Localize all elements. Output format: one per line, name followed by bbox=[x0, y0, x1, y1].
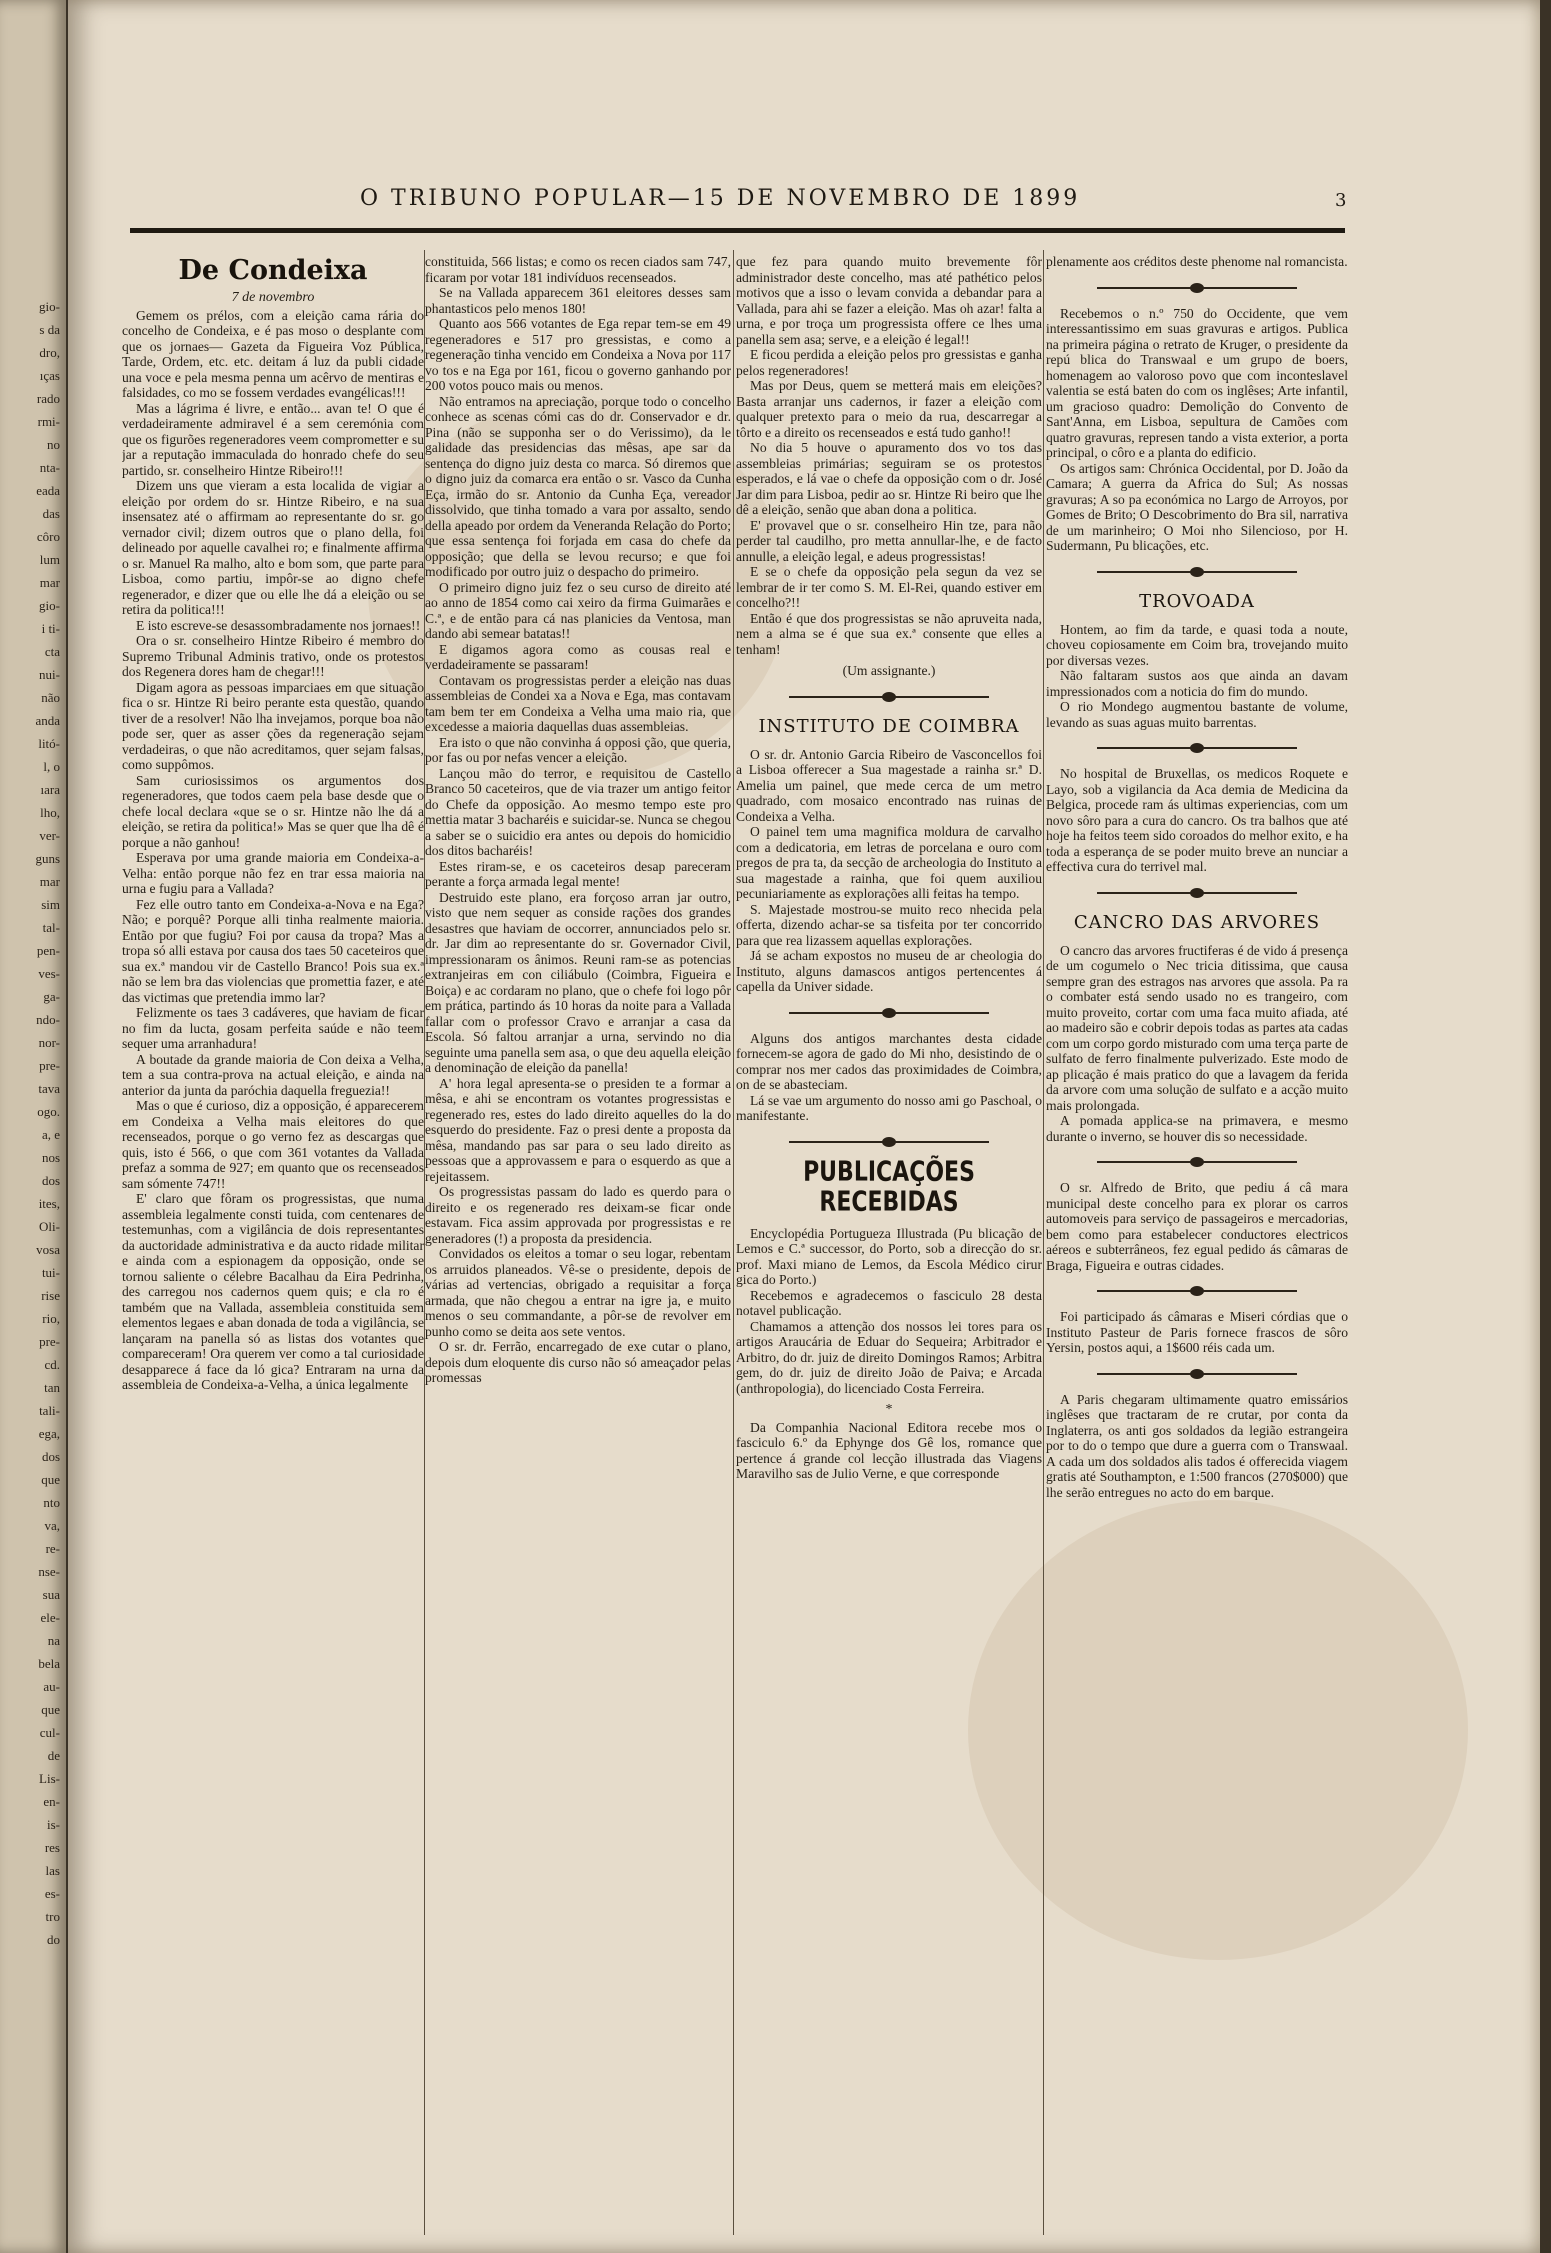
paragraph: O painel tem uma magnifica moldura de carvalho com a dedicatoria, em letras de porcelana e ouro com pregos de pra ta, da secção de archeologia do Instituto a sua magestade a rainha, que foi quem auxiliou pecuniariamente as explorações alli feitas ha tempo. bbox=[736, 824, 1042, 901]
paragraph: Encyclopédia Portugueza Illustrada (Pu blicação de Lemos e C.ª successor, do Porto, sob a direcção do sr. prof. Maxi miano de Lemos, da Escola Médico cirur gica do Porto.) bbox=[736, 1225, 1042, 1287]
edge-text-fragment: vosa bbox=[36, 1242, 60, 1257]
edge-text-fragment: mar bbox=[39, 575, 60, 590]
edge-text-fragment: nta- bbox=[39, 460, 60, 475]
article-headline: De Condeixa bbox=[178, 255, 368, 286]
edge-text-fragment: guns bbox=[35, 851, 60, 866]
section-title-instituto: INSTITUTO DE COIMBRA bbox=[758, 715, 1020, 737]
page-number: 3 bbox=[1335, 190, 1347, 211]
edge-text-fragment: eada bbox=[36, 483, 60, 498]
edge-text-fragment: ega, bbox=[38, 1426, 60, 1441]
publicacoes-body bbox=[736, 1226, 1042, 1397]
brito-paragraph: O sr. Alfredo de Brito, que pediu á câ mara municipal deste concelho para ex plorar os carros automoveis para serviço de passageiros e mercadorias, bem como para estabelecer conductores electricos aéreos e subterrâneos, fez egual pedido ás câmaras de Braga, Figueira e outras cidades. bbox=[1046, 1180, 1348, 1273]
paragraph: plenamente aos créditos deste phenome nal romancista. bbox=[1046, 254, 1348, 269]
paragraph: E se o chefe da opposição pela segun da vez se lembrar de ir ter como S. M. El-Rei, quando estiver em concelho?!! bbox=[736, 564, 1042, 610]
section-ornament bbox=[1097, 566, 1297, 578]
paragraph: Ora o sr. conselheiro Hintze Ribeiro é membro do Supremo Tribunal Adminis trativo, onde os protestos dos Regenera dores ham de chegar!!! bbox=[122, 633, 424, 679]
edge-text-fragment: dos bbox=[41, 1449, 60, 1464]
edge-text-fragment: que bbox=[41, 1702, 60, 1717]
edge-text-fragment: Lis- bbox=[39, 1771, 60, 1786]
paragraph: Estes riram-se, e os caceteiros desap pareceram perante a força armada legal mente! bbox=[425, 858, 731, 889]
edge-text-fragment: dro, bbox=[39, 345, 60, 360]
paragraph: O cancro das arvores fructiferas é de vido á presença de um cogumelo o Nec tricia ditissima, que causa sempre gran des estragos nas arvores que assola. Pa ra o combater está sendo usado no es trangeiro, com muito proveito, cortar com uma faca muito afiada, até ao madeiro são e cobrir depois todas as partes ata cadas com um corpo gordo misturado com uma terça parte de sulfato de ferro finalmente pulverizado. Este modo de ap plicação é mais pratico do que a lavagem da ferida da arvore com uma solução de sulfato e a acção muito mais prolongada. bbox=[1046, 942, 1348, 1113]
edge-text-fragment: ndo- bbox=[36, 1012, 60, 1027]
edge-text-fragment: cd. bbox=[44, 1357, 60, 1372]
edge-text-fragment: na bbox=[47, 1633, 60, 1648]
edge-text-fragment: nto bbox=[43, 1495, 60, 1510]
article-body-continued bbox=[736, 254, 1042, 657]
separator-star: * bbox=[885, 1402, 893, 1417]
edge-text-fragment: côro bbox=[36, 529, 60, 544]
paragraph: que fez para quando muito brevemente fôr administrador deste concelho, mas até pathético pelos motivos que a isso o levam convida a debandar para a Vallada, para ahi se fazer a eleição. Mas oh azar! falta a urna, e por troça um progressista offere ce lhes uma panella sem asa; serve, e a eleição é legal!! bbox=[736, 254, 1042, 347]
edge-text-fragment: rise bbox=[41, 1288, 60, 1303]
paragraph: Se na Vallada apparecem 361 eleitores desses sam phantasticos pelo menos 180! bbox=[425, 285, 731, 316]
edge-text-fragment: au- bbox=[43, 1679, 60, 1694]
edge-text-fragment: pre- bbox=[39, 1058, 60, 1073]
edge-text-fragment: ga- bbox=[43, 989, 60, 1004]
edge-text-fragment: dos bbox=[41, 1173, 60, 1188]
edge-text-fragment: res bbox=[44, 1840, 60, 1855]
article-body-continued bbox=[1046, 254, 1348, 270]
section-ornament bbox=[1097, 282, 1297, 294]
paragraph: Mas o que é curioso, diz a opposição, é apparecerem em Condeixa a Velha mais eleitores do que recenseados, porque o go verno fez as descargas que quis, isto é 566, o que com 361 votantes da Vallada prefaz a somma de 927; em quanto que os recenseados sam sómente 747!! bbox=[122, 1098, 424, 1191]
edge-text-fragment: anda bbox=[35, 713, 60, 728]
section-ornament bbox=[789, 691, 989, 703]
edge-text-fragment: das bbox=[42, 506, 60, 521]
section-ornament bbox=[789, 1007, 989, 1019]
edge-text-fragment: do bbox=[47, 1932, 60, 1947]
paragraph: constituida, 566 listas; e como os recen ciados sam 747, ficaram por votar 181 indivíduos recenseados. bbox=[425, 254, 731, 285]
previous-page-edge bbox=[0, 0, 66, 2253]
column-3 bbox=[736, 254, 1042, 2234]
pasteur-paragraph: Foi participado ás câmaras e Miseri córdias que o Instituto Pasteur de Paris fornece frascos de sôro Yersin, postos aqui, a 1$600 réis cada um. bbox=[1046, 1309, 1348, 1355]
article-signature: (Um assignante.) bbox=[842, 663, 936, 678]
paragraph: Contavam os progressistas perder a eleição nas duas assembleias de Condei xa a Nova e Ega, mas contavam tam bem ter em Condeixa a Velha uma maio ria, que excedesse a maioria daquellas duas assembleias. bbox=[425, 672, 731, 734]
section-ornament bbox=[1097, 887, 1297, 899]
paragraph: O sr. dr. Antonio Garcia Ribeiro de Vasconcellos foi a Lisboa offerecer a Sua magestade a rainha sr.ª D. Amelia um painel, que mede cerca de um metro quadrado, com mosaico encontrado nas ruinas de Condeixa a Velha. bbox=[736, 746, 1042, 824]
section-ornament bbox=[1097, 1156, 1297, 1168]
edge-text-fragment: Oli- bbox=[39, 1219, 60, 1234]
paragraph: No dia 5 houve o apuramento dos vo tos das assembleias primárias; seguiram se os protestos esperados, e lá vae o chefe da opposição com o dr. José Jar dim para Lisboa, pedir ao sr. Hintze Ri beiro que lhe dê a eleição, senão que aban dona a politica. bbox=[736, 440, 1042, 517]
paragraph: O rio Mondego augmentou bastante de volume, levando as suas aguas muito barrentas. bbox=[1046, 699, 1348, 730]
masthead-title: O TRIBUNO POPULAR—15 DE NOVEMBRO DE 1899 bbox=[360, 186, 1081, 211]
edge-text-fragment: pen- bbox=[36, 943, 60, 958]
edge-text-fragment: rado bbox=[36, 391, 60, 406]
paragraph: O primeiro digno juiz fez o seu curso de direito até ao anno de 1854 como cai xeiro da firma Guimarães e C.ª, e de então para cá nas planicies da Ventosa, man dando abi semear batatas!! bbox=[425, 579, 731, 641]
column-1 bbox=[122, 254, 424, 2234]
paragraph: Não entramos na apreciação, porque todo o concelho conhece as scenas cómi cas do dr. Conservador e dr. Pina (não se supponha ser o do Verissimo), da le galidade das presidencias das mêsas, ape sar da sentença do digno juiz desta co marca. Só diremos que o digno juiz da comarca era então o sr. Vasco da Cunha Eça, irmão do sr. Antonio da Cunha Eça, vereador dissolvido, que tinha tomado a vara por assalto, sendo della apeado por ordem da Veneranda Relação do Porto; que essa sentença foi forjada em casa do chefe da opposição; que della se levou recurso; e que foi modificado por outro juiz o despacho do primeiro. bbox=[425, 393, 731, 579]
paragraph: Sam curiosissimos os argumentos dos regeneradores, que todos caem pela base desde que o chefe local declara «que se o sr. Hintze não lhe dá a eleição, se retira da politica!» Mas se quer que lha dê é porque a não ganhou! bbox=[122, 772, 424, 850]
column-divider bbox=[1043, 250, 1044, 2235]
column-4 bbox=[1046, 254, 1348, 2234]
edge-text-fragment: re- bbox=[45, 1541, 60, 1556]
paragraph: S. Majestade mostrou-se muito reco nhecida pela offerta, dizendo achar-se sa tisfeita por ter concorrido para que rea lizassem aquellas explorações. bbox=[736, 901, 1042, 948]
trovoada-body bbox=[1046, 622, 1348, 731]
column-2 bbox=[425, 254, 731, 2234]
edge-text-fragment: sua bbox=[42, 1587, 60, 1602]
edge-text-fragment: nui- bbox=[39, 667, 60, 682]
edge-text-fragment: ves- bbox=[38, 966, 60, 981]
header-rule bbox=[130, 228, 1345, 233]
paragraph: Convidados os eleitos a tomar o seu logar, rebentam os arruidos planeados. Vê-se o presidente, depois de várias ad vertencias, obrigado a requisitar a força armada, que não chegou a entrar na igre ja, e muito menos o seu commandante, a pôr-se de revolver em punho como se deita aos sete ventos. bbox=[425, 1246, 731, 1339]
edge-text-fragment: tava bbox=[38, 1081, 60, 1096]
edge-text-fragment: en- bbox=[43, 1794, 60, 1809]
paragraph: Felizmente os taes 3 cadáveres, que haviam de ficar no fim da lucta, gosam perfeita saúde e não teem sequer uma arranhadura! bbox=[122, 1005, 424, 1051]
paragraph: Dizem uns que vieram a esta localida de vigiar a eleição por ordem do sr. Hintze Ribeiro, e na sua insensatez até o affirmam ao representante do sr. go vernador civil; dizem outros que o plano della, foi delineado por aquelle cavalhei ro; e finalmente affirma o sr. Manuel Ra malho, alto e bom som, que parte para Lisboa, como partiu, impôr-se ao digno chefe regenerador, e dizer que ou elle lhe dá a eleição ou se retira da politica!!! bbox=[122, 478, 424, 617]
edge-text-fragment: cul- bbox=[39, 1725, 60, 1740]
paragraph: E digamos agora como as cousas real e verdadeiramente se passaram! bbox=[425, 641, 731, 672]
section-title-cancro: CANCRO DAS ARVORES bbox=[1073, 911, 1321, 933]
edge-text-fragment: bela bbox=[38, 1656, 60, 1671]
edge-text-fragment: l, o bbox=[43, 759, 60, 774]
paragraph: Gemem os prélos, com a eleição cama rária do concelho de Condeixa, e é pas moso o desplante com que os jornaes— Gazeta da Figueira Voz Pública, Tarde, Ordem, etc. etc. deitam á luz da publi cidade una voce e pela mesma penna um acêrvo de mentiras e falsidades, co mo se fossem verdades evangélicas!!! bbox=[122, 307, 424, 400]
edge-text-fragment: pre- bbox=[39, 1334, 60, 1349]
section-ornament bbox=[789, 1136, 989, 1148]
paragraph: Lançou mão do terror, e requisitou de Castello Branco 50 caceteiros, que de via trazer um antigo feitor do Chefe da opposição. Ao mesmo tempo este pro mettia matar 3 bacharéis e suicidar-se. Nunca se chegou a saber se o suicidio era antes ou depois do homicidio dos ditos bacharéis! bbox=[425, 765, 731, 858]
paragraph: Destruido este plano, era forçoso arran jar outro, visto que nem sequer as conside rações dos grandes desastres que haviam de occorrer, annunciados pelo sr. dr. Jar dim ao representante do sr. Governador Civil, impressionaram os ânimos. Reuni ram-se as potencias extranjeiras em con ciliábulo (Coimbra, Figueira e Boiça) e ac cordaram no plano, que o chefe foi logo pôr em prática, partindo ás 10 horas da noite para a Vallada fallar com o professor Cravo e arranjar a casa da Escola. Só faltou arranjar a urna, servindo no dia seguinte uma panella sem asa, o que deu aquella eleição a denominação de eleição da panella! bbox=[425, 889, 731, 1075]
paragraph: Recebemos o n.º 750 do Occidente, que vem interessantissimo em suas gravuras e artigos. Publica na primeira página o retrato de Kruger, o presidente da repú blica do Transwaal e um grupo de boers, homenagem ao valoroso povo que com inconteslavel valentia se está baten do com os inglêses; Arte infantil, um gracioso quadro: Demolição do Convento de Sant'Anna, em Lisboa, sepultura de Camões com quatro gravuras, represen tando a vista exterior, a porta principal, o côro e a planta do edificio. bbox=[1046, 305, 1348, 460]
paragraph: Então é que dos progressistas se não apruveita nada, nem a alma se é que sua ex.ª consente que elles a tenham! bbox=[736, 610, 1042, 657]
paragraph: A' hora legal apresenta-se o presiden te a formar a mêsa, e ahi se encontram os votantes progressistas e regenerado res, estes do lado direito aquelles do la do esquerdo do presidente. Faz o presi dente a proposta da mêsa, mandando pas sar para o seu lado direito as pessoas que a approvassem e para o esquerdo as que a rejeitassem. bbox=[425, 1075, 731, 1184]
edge-text-fragment: tal- bbox=[42, 920, 60, 935]
section-ornament bbox=[1097, 742, 1297, 754]
edge-text-fragment: a, e bbox=[41, 1127, 60, 1142]
edge-text-fragment: de bbox=[47, 1748, 60, 1763]
edge-text-fragment: is- bbox=[47, 1817, 60, 1832]
edge-text-fragment: tro bbox=[45, 1909, 60, 1924]
paragraph: Quanto aos 566 votantes de Ega repar tem-se em 49 regeneradores e 517 pro gressistas, e como a regeneração tinha vencido em Condeixa a Nova por 117 vo tos e na Ega por 161, ficou o governo ganhando por 200 votos pouco mais ou menos. bbox=[425, 316, 731, 393]
paragraph: O sr. dr. Ferrão, encarregado de exe cutar o plano, depois dum eloquente dis curso não só ameaçador pelas promessas bbox=[425, 1339, 731, 1385]
edge-text-fragment: lum bbox=[39, 552, 60, 567]
edge-text-fragment: lho, bbox=[40, 805, 60, 820]
paragraph: Era isto o que não convinha á opposi ção, que queria, por fas ou por nefas vencer a eleição. bbox=[425, 734, 731, 765]
edge-text-fragment: va, bbox=[44, 1518, 60, 1533]
edge-text-fragment: cta bbox=[44, 644, 60, 659]
edge-text-fragment: sim bbox=[41, 897, 60, 912]
paragraph: Digam agora as pessoas imparciaes em que situação fica o sr. Hintze Ri beiro perante esta questão, quando tiver de a resolver! Não lha invejamos, porque boa não pode ser, quer as asser ções da regeneração sejam verdadeiras, o que não acreditamos, quer sejam falsas, como suppômos. bbox=[122, 679, 424, 772]
section-title-trovoada: TROVOADA bbox=[1139, 590, 1255, 612]
edge-text-fragment: ites, bbox=[38, 1196, 60, 1211]
edge-text-fragment: nos bbox=[41, 1150, 60, 1165]
paragraph: Recebemos e agradecemos o fasciculo 28 desta notavel publicação. bbox=[736, 1287, 1042, 1318]
edge-text-fragment: no bbox=[47, 437, 60, 452]
edge-text-fragment: i ti- bbox=[41, 621, 60, 636]
instituto-body bbox=[736, 747, 1042, 995]
article-body-continued bbox=[425, 254, 731, 1386]
marchantes-body bbox=[736, 1031, 1042, 1124]
paragraph: A pomada applica-se na primavera, e mesmo durante o inverno, se houver dis so necessidade. bbox=[1046, 1113, 1348, 1144]
edge-text-fragment: las bbox=[45, 1863, 60, 1878]
companhia-paragraph: Da Companhia Nacional Editora recebe mos o fasciculo 6.º da Ephynge dos Gê los, romance que pertence á grande col lecção illustrada das Viagens Maravilho sas de Julio Verne, e que corresponde bbox=[736, 1419, 1042, 1481]
paragraph: E' provavel que o sr. conselheiro Hin tze, para não perder tal caudilho, pro metta annullar-lhe, e de facto annulle, a eleição legal, e adeus progressistas! bbox=[736, 517, 1042, 564]
edge-text-fragment: que bbox=[41, 1472, 60, 1487]
edge-text-fragment: ele- bbox=[40, 1610, 60, 1625]
paragraph: Mas a lágrima é livre, e então... avan te! O que é verdadeiramente admiravel é a sem ceremónia com que os figurões regeneradores veem comprometter e su jar a reputação immaculada do honrado chefe do seu partido, sr. conselheiro Hintze Ribeiro!!! bbox=[122, 400, 424, 478]
edge-text-fragment: s da bbox=[39, 322, 60, 337]
paragraph: E' claro que fôram os progressistas, que numa assembleia legalmente consti tuida, com centenares de testemunhas, com a vigilância de dois representantes da auctoridade administrativa e da aucto ridade militar e ainda com a espionagem da opposição, onde se tornou saliente o célebre Bacalhau da Eira Pedrinha, des carregou nos cadernos quem quis; e cla ro é também que na Vallada, assembleia constituida sem elementos legaes e aban donada de toda a vigilância, se lançaram na panella só as listas dos votantes que compareceram! Ora querem ver como a tal curiosidade desapparece á face da ló gica? Entraram na urna da assembleia de Condeixa-a-Velha, a única legalmente bbox=[122, 1191, 424, 1392]
paragraph: Os artigos sam: Chrónica Occidental, por D. João da Camara; A guerra da Africa do Sul; As nossas gravuras; A so pa económica no Largo de Arroyos, por Gomes de Brito; O Descobrimento do Bra sil, narrativa de um marinheiro; O Moi nho Silencioso, por H. Sudermann, Pu blicações, etc. bbox=[1046, 460, 1348, 553]
paragraph: A boutade da grande maioria de Con deixa a Velha, tem a sua contra-prova na actual eleição, e ainda na anterior da junta da paróchia daquella freguezia!! bbox=[122, 1051, 424, 1098]
edge-text-fragment: nse- bbox=[38, 1564, 60, 1579]
edge-text-fragment: tan bbox=[44, 1380, 60, 1395]
edge-text-fragment: ogo. bbox=[37, 1104, 60, 1119]
edge-text-fragment: ıara bbox=[40, 782, 60, 797]
section-title-publicacoes: PUBLICAÇÕES RECEBIDAS bbox=[803, 1156, 975, 1218]
edge-text-fragment: não bbox=[41, 690, 60, 705]
column-divider bbox=[733, 250, 734, 2235]
article-body bbox=[122, 308, 424, 1393]
edge-text-fragment: litó- bbox=[38, 736, 60, 751]
article-dateline: 7 de novembro bbox=[231, 290, 315, 305]
paragraph: Os progressistas passam do lado es querdo para o direito e os regenerado res deixam-se ficar onde estavam. Fica assim approvada por progressistas e re generadores (!) a proposta da presidencia. bbox=[425, 1184, 731, 1246]
edge-text-fragment: rio, bbox=[42, 1311, 60, 1326]
paragraph: Alguns dos antigos marchantes desta cidade fornecem-se agora de gado do Mi nho, desistindo de o comprar nos mer cados das proximidades de Coimbra, on de se abasteciam. bbox=[736, 1030, 1042, 1092]
paragraph: Chamamos a attenção dos nossos lei tores para os artigos Araucária de Eduar do Sequeira; Arbitrador e Arbitro, do dr. juiz de direito Domingos Ramos; Arbitra gem, do dr. juiz de direito João de Paiva; e Arcada (anthropologia), do licenciado Costa Ferreira. bbox=[736, 1318, 1042, 1396]
paragraph: E isto escreve-se desassombradamente nos jornaes!! bbox=[136, 617, 421, 633]
occidente-body bbox=[1046, 306, 1348, 554]
cancro-body bbox=[1046, 943, 1348, 1145]
paragraph: Esperava por uma grande maioria em Condeixa-a-Velha: então porque não fez en trar essa maioria na urna e fugiu para a Vallada? bbox=[122, 850, 424, 896]
paragraph: E ficou perdida a eleição pelos pro gressistas e ganha pelos regeneradores! bbox=[736, 347, 1042, 378]
edge-text-fragment: tui- bbox=[41, 1265, 60, 1280]
paragraph: Já se acham expostos no museu de ar cheologia do Instituto, alguns damascos antigos pertencentes á capella da Univer sidade. bbox=[736, 948, 1042, 994]
section-ornament bbox=[1097, 1368, 1297, 1380]
edge-text-fragment: ıças bbox=[39, 368, 60, 383]
edge-text-fragment: mar bbox=[39, 874, 60, 889]
paragraph: Lá se vae um argumento do nosso ami go Paschoal, o manifestante. bbox=[736, 1092, 1042, 1123]
paragraph: Hontem, ao fim da tarde, e quasi toda a noute, choveu copiosamente em Coim bra, trovejando muito por diversas vezes. bbox=[1046, 621, 1348, 668]
paragraph: Não faltaram sustos aos que ainda an davam impressionados com a noticia do fim do mundo. bbox=[1046, 668, 1348, 699]
bruxellas-paragraph: No hospital de Bruxellas, os medicos Roquete e Layo, sob a vigilancia da Aca demia de Medicina da Belgica, procede ram ás ultimas experiencias, com um novo sôro para a cura do cancro. Os tra balhos que até hoje ha feitos teem sido coroados do melhor exito, e ha toda a esperança de se poder muito breve an nunciar a effectiva cura do terrivel mal. bbox=[1046, 766, 1348, 874]
edge-text-fragment: tali- bbox=[39, 1403, 60, 1418]
paris-paragraph: A Paris chegaram ultimamente quatro emissários inglêses que tractaram de re crutar, por conta da Inglaterra, os anti gos soldados da legião estrangeira por to do o tempo que dure a guerra com o Transwaal. A cada um dos soldados alis tados é offerecida viagem gratis até Southampton, e 1:500 francos (270$000) que lhe serão entregues no acto do em barque. bbox=[1046, 1391, 1348, 1500]
section-ornament bbox=[1097, 1285, 1297, 1297]
edge-text-fragment: gio- bbox=[39, 299, 60, 314]
edge-text-fragment: rmi- bbox=[37, 414, 60, 429]
edge-text-fragment: nor- bbox=[38, 1035, 60, 1050]
paragraph: Fez elle outro tanto em Condeixa-a-Nova e na Ega? Não; e porquê? Porque alli tinha realmente maioria. Então por que fugiu? Foi por causa da tropa? Mas a tropa só alli estava por causa dos taes 50 caceteiros que sua ex.ª mandou vir de Castello Branco! Pois sua ex.ª não se lem bra das violencias que promettia fazer, e até das victimas que pretendia immo lar? bbox=[122, 896, 424, 1005]
edge-text-fragment: gio- bbox=[39, 598, 60, 613]
edge-text-fragment: es- bbox=[44, 1886, 60, 1901]
paragraph: Mas por Deus, quem se metterá mais em eleições? Basta arranjar uns cadernos, ir fazer a eleição com qualquer pretexto para o meio da rua, descarregar a tôrto e a direito os recenseados e está tudo ganho!! bbox=[736, 378, 1042, 440]
edge-text-fragment: ver- bbox=[39, 828, 60, 843]
